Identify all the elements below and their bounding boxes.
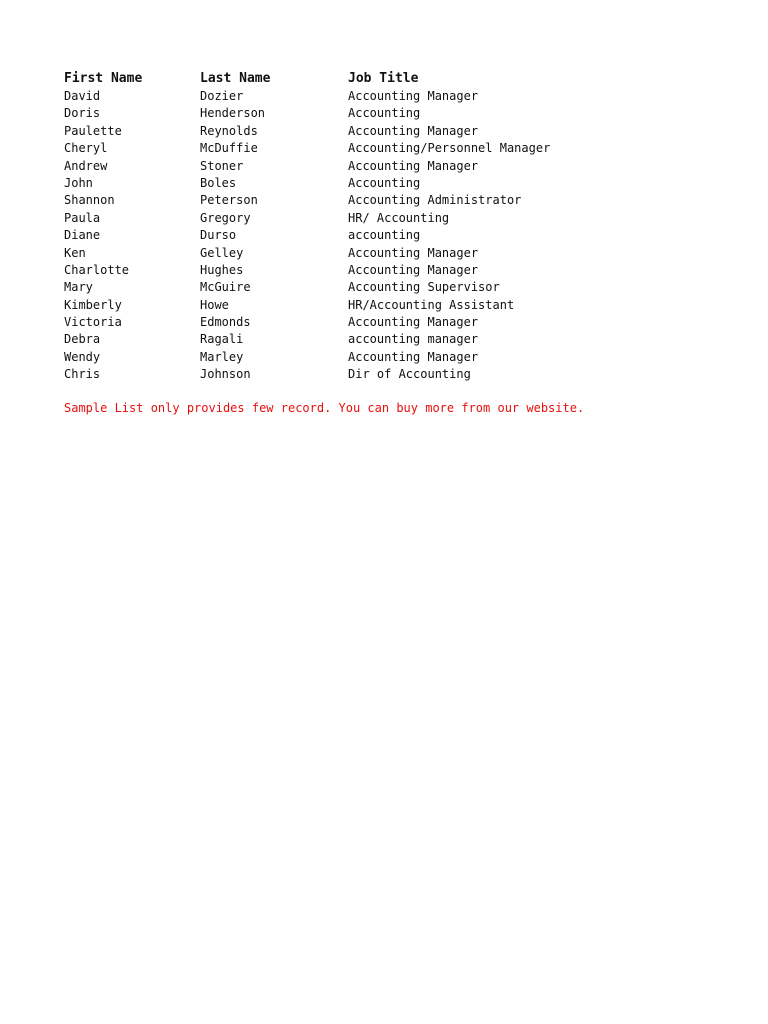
cell-last-name: Johnson: [200, 367, 251, 382]
table-row: [64, 279, 744, 296]
cell-job-title: Accounting Administrator: [348, 193, 522, 208]
cell-first-name: Debra: [64, 332, 101, 347]
cell-job-title: Accounting Supervisor: [348, 280, 500, 295]
cell-job-title: accounting: [348, 228, 421, 243]
table-row: [64, 175, 744, 192]
table-row: [64, 314, 744, 331]
table-row: [64, 227, 744, 244]
cell-last-name: Edmonds: [200, 315, 251, 330]
cell-job-title: HR/ Accounting: [348, 210, 450, 225]
header-last-name: Last Name: [200, 71, 271, 86]
cell-first-name: David: [64, 89, 101, 103]
cell-job-title: accounting manager: [348, 332, 479, 347]
cell-job-title: Accounting Manager: [348, 123, 479, 138]
cell-job-title: Accounting Manager: [348, 262, 479, 277]
cell-last-name: Dozier: [200, 89, 244, 103]
table-row: [64, 245, 744, 262]
cell-job-title: Dir of Accounting: [348, 367, 471, 382]
cell-last-name: Hughes: [200, 262, 244, 277]
cell-job-title: Accounting Manager: [348, 89, 479, 103]
cell-first-name: Cheryl: [64, 141, 108, 156]
cell-job-title: Accounting: [348, 175, 421, 190]
header-job-title: Job Title: [348, 71, 419, 86]
cell-job-title: Accounting/Personnel Manager: [348, 141, 551, 156]
cell-first-name: Victoria: [64, 315, 122, 330]
cell-first-name: Charlotte: [64, 262, 130, 277]
cell-last-name: Gregory: [200, 210, 251, 225]
cell-first-name: Paulette: [64, 123, 122, 138]
table-row: [64, 349, 744, 366]
cell-last-name: Boles: [200, 175, 237, 190]
cell-first-name: Paula: [64, 210, 101, 225]
cell-first-name: Ken: [64, 245, 86, 260]
table-row: [64, 140, 744, 157]
cell-last-name: Durso: [200, 228, 237, 243]
cell-first-name: Shannon: [64, 193, 115, 208]
cell-first-name: John: [64, 175, 93, 190]
table-row: [64, 331, 744, 348]
cell-job-title: HR/Accounting Assistant: [348, 297, 515, 312]
table-row: [64, 262, 744, 279]
table-row: [64, 88, 744, 105]
contact-list-document: [64, 70, 744, 417]
cell-first-name: Doris: [64, 106, 101, 121]
cell-first-name: Diane: [64, 228, 101, 243]
cell-last-name: Peterson: [200, 193, 258, 208]
table-row: [64, 366, 744, 383]
cell-last-name: Henderson: [200, 106, 266, 121]
table-header-row: [64, 70, 744, 88]
cell-first-name: Mary: [64, 280, 93, 295]
cell-last-name: McGuire: [200, 280, 251, 295]
table-row: [64, 297, 744, 314]
table-row: [64, 158, 744, 175]
cell-last-name: Reynolds: [200, 123, 258, 138]
cell-job-title: Accounting Manager: [348, 245, 479, 260]
sample-list-note: Sample List only provides few record. You can buy more from our website.: [64, 400, 585, 415]
table-row: [64, 123, 744, 140]
table-row: [64, 105, 744, 122]
cell-last-name: Howe: [200, 297, 229, 312]
cell-first-name: Andrew: [64, 158, 108, 173]
cell-last-name: Gelley: [200, 245, 244, 260]
table-row: [64, 210, 744, 227]
cell-first-name: Chris: [64, 367, 101, 382]
cell-first-name: Wendy: [64, 349, 101, 364]
cell-job-title: Accounting Manager: [348, 158, 479, 173]
cell-job-title: Accounting Manager: [348, 349, 479, 364]
table-row: [64, 192, 744, 209]
cell-last-name: Marley: [200, 349, 244, 364]
cell-job-title: Accounting Manager: [348, 315, 479, 330]
cell-last-name: McDuffie: [200, 141, 258, 156]
cell-job-title: Accounting: [348, 106, 421, 121]
cell-last-name: Ragali: [200, 332, 244, 347]
cell-last-name: Stoner: [200, 158, 244, 173]
header-first-name: First Name: [64, 71, 143, 86]
cell-first-name: Kimberly: [64, 297, 122, 312]
